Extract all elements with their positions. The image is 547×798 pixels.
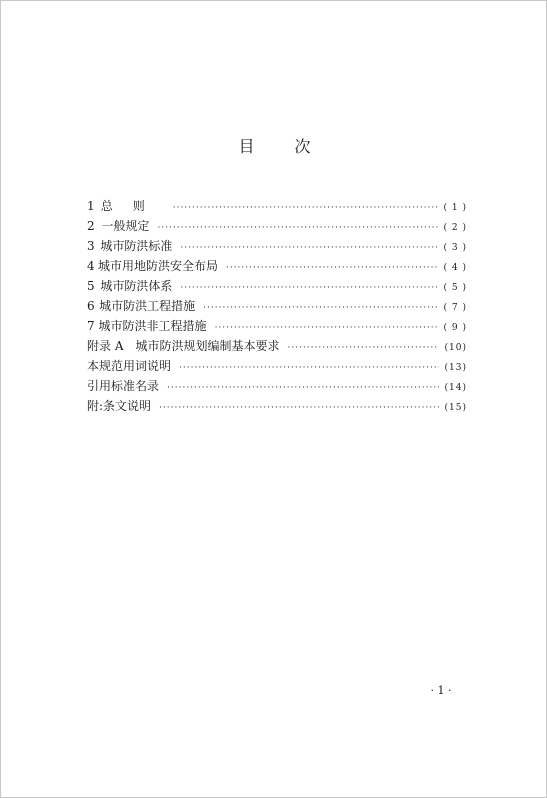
page-number: · 1 · [430,684,452,697]
toc-entry-page: ( 1 ) [443,203,467,213]
toc-entry-page: ( 4 ) [443,263,467,273]
toc-entry-page: (15) [444,403,467,413]
dot-leader [167,383,439,393]
toc-entry-label: 城市防洪标准 [100,239,173,253]
toc-entry-number: 1 [87,199,95,213]
toc-entry-page: ( 5 ) [443,283,467,293]
toc-entry-number: 4 [87,259,95,273]
toc-entry-general-principles[interactable] [87,197,467,217]
dot-leader [180,243,437,253]
toc-entry-page: ( 7 ) [443,303,467,313]
toc-entry-number: 5 [87,279,95,293]
toc-entry-label: 附录 A 城市防洪规划编制基本要求 [87,339,280,353]
toc-entry-land-use-layout[interactable] [87,257,467,277]
dot-leader [179,363,439,373]
toc-entry-page: (13) [444,363,467,373]
toc-entry-appendix-a[interactable] [87,337,467,357]
toc-entry-general-provisions[interactable] [87,217,467,237]
toc-entry-flood-system[interactable] [87,277,467,297]
toc-entry-number: 6 [87,299,95,313]
dot-leader [180,283,437,293]
toc-entry-label: 城市防洪体系 [100,279,173,293]
toc-entry-number: 7 [87,319,95,333]
toc-entry-number: 3 [87,239,95,253]
toc-entry-label: 附:条文说明 [87,399,152,413]
toc-entry-non-engineering-measures[interactable] [87,317,467,337]
toc-entry-label: 城市防洪非工程措施 [98,319,207,333]
toc-entry-engineering-measures[interactable] [87,297,467,317]
dot-leader [159,403,438,413]
toc-entry-page: ( 9 ) [443,323,467,333]
dot-leader [173,203,438,213]
dot-leader [287,343,438,353]
toc-entry-label: 城市用地防洪安全布局 [97,259,218,273]
dot-leader [158,223,438,233]
toc-entry-number: 2 [87,219,95,233]
toc-entry-clause-explanation[interactable] [87,397,467,417]
table-of-contents [87,197,467,417]
toc-entry-wording-explanation[interactable] [87,357,467,377]
toc-entry-label: 总则 [100,199,165,213]
toc-entry-label: 本规范用词说明 [87,359,172,373]
toc-entry-flood-standards[interactable] [87,237,467,257]
toc-entry-label: 引用标准名录 [87,379,160,393]
toc-entry-page: (14) [444,383,467,393]
toc-entry-label: 一般规定 [101,219,150,233]
dot-leader [215,323,438,333]
page-title: 目次 [238,137,351,156]
toc-entry-page: (10) [444,343,467,353]
toc-entry-page: ( 3 ) [443,243,467,253]
toc-entry-referenced-standards[interactable] [87,377,467,397]
toc-entry-label: 城市防洪工程措施 [99,299,196,313]
dot-leader [226,263,438,273]
toc-entry-page: ( 2 ) [443,223,467,233]
dot-leader [203,303,437,313]
